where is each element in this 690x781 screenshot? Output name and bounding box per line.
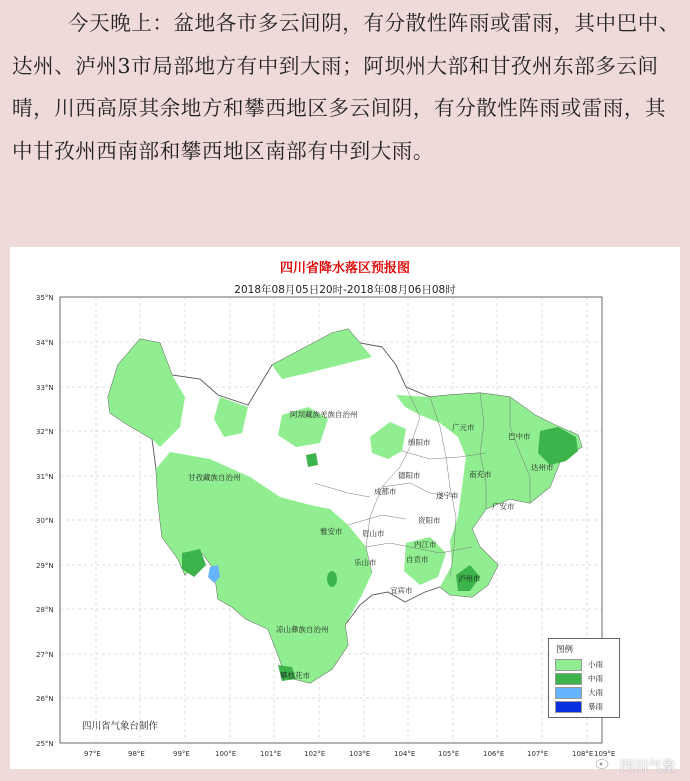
legend-label: 大雨: [588, 688, 603, 697]
map-subtitle: 2018年08月05日20时-2018年08月06日08时: [234, 284, 456, 296]
lon-label: 104°E: [394, 750, 416, 758]
legend-swatch: [555, 687, 582, 699]
legend-item-light-rain: [555, 659, 615, 670]
legend-swatch: [555, 659, 582, 671]
lat-label: 32°N: [36, 428, 54, 436]
legend-item-moderate-rain: [555, 673, 615, 684]
map-legend: [548, 638, 620, 718]
map-title: 四川省降水落区预报图: [279, 261, 410, 276]
city-label-chengdu: 成都市: [374, 487, 397, 496]
precipitation-map: [10, 247, 680, 769]
lon-label: 106°E: [483, 750, 505, 758]
legend-title: 图例: [556, 645, 574, 655]
city-label-yibin: 宜宾市: [390, 586, 413, 595]
city-label-meishan: 眉山市: [362, 529, 385, 538]
lon-label: 101°E: [260, 750, 282, 758]
city-label-leshan: 乐山市: [354, 558, 377, 567]
lat-label: 29°N: [36, 562, 54, 570]
legend-label: 小雨: [588, 660, 603, 669]
lat-label: 31°N: [36, 473, 54, 481]
city-label-mianyang: 绵阳市: [408, 438, 431, 447]
city-label-neijiang: 内江市: [414, 540, 437, 549]
region-label-aba: 阿坝藏族羌族自治州: [290, 410, 358, 419]
latitude-labels: [36, 294, 54, 748]
lat-label: 34°N: [36, 339, 54, 347]
lat-label: 35°N: [36, 294, 54, 302]
region-label-liangshan: 凉山彝族自治州: [276, 625, 329, 634]
lat-label: 33°N: [36, 384, 54, 392]
lon-label: 105°E: [438, 750, 460, 758]
city-label-guangan: 广安市: [492, 502, 515, 511]
lat-label: 27°N: [36, 651, 54, 659]
city-label-deyang: 德阳市: [398, 471, 421, 480]
lon-label: 100°E: [215, 750, 237, 758]
legend-swatch: [555, 701, 582, 713]
city-label-luzhou: 泸州市: [458, 574, 481, 583]
lon-label: 102°E: [304, 750, 326, 758]
lon-label: 103°E: [349, 750, 371, 758]
lon-label: 99°E: [173, 750, 190, 758]
city-label-zigong: 自贡市: [406, 555, 429, 564]
city-label-yaan: 雅安市: [320, 527, 343, 536]
lon-label: 109°E: [594, 750, 616, 758]
forecast-text: 今天晚上：盆地各市多云间阴，有分散性阵雨或雷雨，其中巴中、达州、泸州3市局部地方有中到大雨；阿坝州大部和甘孜州东部多云间晴，川西高原其余地方和攀西地区多云间阴，有分散性阵雨或雷雨，其中甘孜州西南部和攀西地区南部有中到大雨。: [12, 11, 680, 163]
lat-label: 30°N: [36, 517, 54, 525]
watermark: 四川气象: [620, 759, 676, 775]
legend-label: 中雨: [588, 674, 603, 683]
lon-label: 98°E: [128, 750, 145, 758]
region-label-ganzi: 甘孜藏族自治州: [188, 473, 241, 482]
legend-swatch: [555, 673, 582, 685]
weibo-logo-icon: [596, 757, 610, 769]
legend-label: 暴雨: [588, 702, 603, 711]
lon-label: 97°E: [84, 750, 101, 758]
city-label-ziyang: 资阳市: [418, 516, 441, 525]
lon-label: 107°E: [527, 750, 549, 758]
city-label-nanchong: 南充市: [469, 470, 492, 479]
lat-label: 25°N: [36, 740, 54, 748]
legend-item-rainstorm: [555, 701, 615, 712]
city-label-guangyuan: 广元市: [452, 423, 475, 432]
city-label-bazhong: 巴中市: [508, 432, 531, 441]
credit-text: 四川省气象台制作: [82, 721, 159, 732]
city-label-dazhou: 达州市: [531, 463, 554, 472]
lat-label: 26°N: [36, 695, 54, 703]
legend-item-heavy-rain: [555, 687, 615, 698]
longitude-labels: [84, 750, 615, 758]
lat-label: 28°N: [36, 606, 54, 614]
lon-label: 108°E: [572, 750, 594, 758]
city-label-panzhihua: 攀枝花市: [280, 671, 310, 680]
city-label-suining: 遂宁市: [436, 491, 459, 500]
